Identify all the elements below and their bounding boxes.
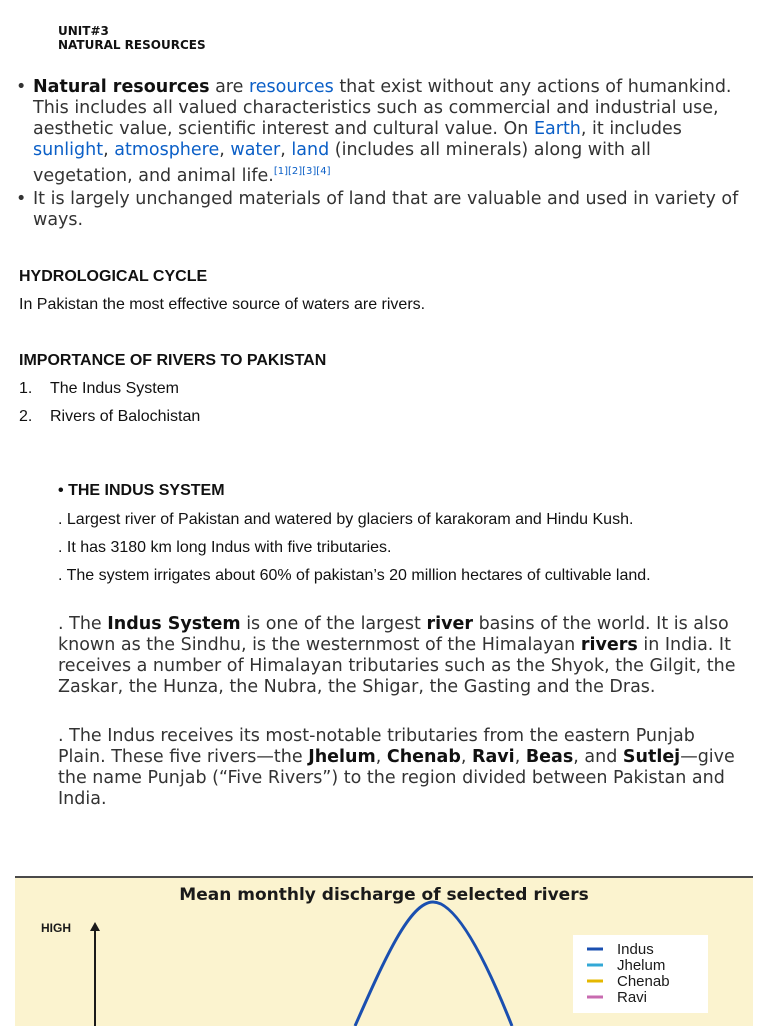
text-run: that exist without any actions of humankind. This includes all valued characteristics such as commercial and industrial use, aesthetic value, scientific interest and cultural value. On xyxy=(33,77,732,139)
indus-heading xyxy=(58,482,225,500)
series-indus-line xyxy=(355,902,512,1026)
bullet-marker: • xyxy=(16,189,27,209)
text-run: , xyxy=(103,140,115,160)
text-run: , xyxy=(460,747,472,767)
intro-paragraph-2: It is largely unchanged materials of land that are valuable and used in variety of ways. xyxy=(33,189,739,230)
hydro-heading: HYDROLOGICAL CYCLE xyxy=(19,268,208,285)
legend-label-ravi: Ravi xyxy=(617,989,648,1006)
discharge-chart-svg xyxy=(15,878,753,1026)
citation-links[interactable]: [1][2][3][4] xyxy=(273,166,331,177)
list-item xyxy=(19,408,201,426)
indus-heading-text: THE INDUS SYSTEM xyxy=(68,482,225,499)
legend-label-chenab: Chenab xyxy=(617,973,670,990)
link-land[interactable]: land xyxy=(291,140,330,160)
text-run: , xyxy=(219,140,231,160)
text-run: , xyxy=(514,747,526,767)
term-river: river xyxy=(426,614,474,634)
indus-point-4 xyxy=(58,614,748,698)
indus-point-5 xyxy=(58,726,748,810)
link-resources[interactable]: resources xyxy=(248,77,334,97)
term-jhelum: Jhelum xyxy=(308,747,376,767)
text-run: are xyxy=(209,77,249,97)
text-run: basins of the world. It is also known as the Sindhu, is the westernmost of the Himalayan xyxy=(58,614,729,655)
text-run: , it includes xyxy=(580,119,682,139)
term-natural-resources: Natural resources xyxy=(33,77,210,97)
unit-header xyxy=(58,24,206,52)
list-item xyxy=(19,380,179,398)
text-run: , and xyxy=(573,747,623,767)
list-text: The Indus System xyxy=(50,380,179,397)
text-run: —give the name Punjab (“Five Rivers”) to the region divided between Pakistan and India. xyxy=(58,747,735,809)
link-atmosphere[interactable]: atmosphere xyxy=(114,140,220,160)
importance-heading: IMPORTANCE OF RIVERS TO PAKISTAN xyxy=(19,352,327,369)
term-sutlej: Sutlej xyxy=(622,747,681,767)
text-run: is one of the largest xyxy=(240,614,427,634)
link-earth[interactable]: Earth xyxy=(533,119,581,139)
list-number: 1. xyxy=(19,380,33,397)
legend-label-indus: Indus xyxy=(617,941,654,958)
legend-label-jhelum: Jhelum xyxy=(617,957,666,974)
term-ravi: Ravi xyxy=(471,747,515,767)
list-number: 2. xyxy=(19,408,33,425)
term-rivers: rivers xyxy=(580,635,638,655)
indus-point-1: . Largest river of Pakistan and watered by glaciers of karakoram and Hindu Kush. xyxy=(58,511,634,528)
list-text: Rivers of Balochistan xyxy=(50,408,201,425)
intro-bullet-2 xyxy=(16,189,751,231)
y-axis-label: HIGH xyxy=(41,921,71,935)
intro-bullet-1 xyxy=(16,77,751,187)
text-run: , xyxy=(375,747,387,767)
text-run: (includes all minerals) along with all vegetation, and animal life. xyxy=(33,140,651,186)
hydro-text: In Pakistan the most effective source of waters are rivers. xyxy=(19,296,426,313)
chart-title: Mean monthly discharge of selected rivers xyxy=(179,885,589,905)
indus-point-2: . It has 3180 km long Indus with five tributaries. xyxy=(58,539,392,556)
term-beas: Beas xyxy=(525,747,574,767)
text-run: , xyxy=(280,140,292,160)
term-indus-system: Indus System xyxy=(107,614,241,634)
text-run: . The xyxy=(58,614,108,634)
text-run: . The Indus receives its most-notable tributaries from the eastern Punjab Plain. These five rivers—the xyxy=(58,726,695,767)
link-sunlight[interactable]: sunlight xyxy=(33,140,104,160)
discharge-chart xyxy=(15,876,753,1026)
intro-paragraph-1 xyxy=(33,77,751,187)
term-chenab: Chenab xyxy=(386,747,461,767)
link-water[interactable]: water xyxy=(230,140,281,160)
text-run: in India. It receives a number of Himalayan tributaries such as the Shyok, the Gilgit, the Zaskar, the Hunza, the Nubra, the Shigar, the Gasting and the Dras. xyxy=(58,635,736,697)
unit-number: UNIT#3 xyxy=(58,24,109,38)
bullet-marker: • xyxy=(58,482,64,499)
bullet-marker: • xyxy=(16,77,27,97)
unit-title: NATURAL RESOURCES xyxy=(58,38,206,52)
indus-point-3: . The system irrigates about 60% of pakistan’s 20 million hectares of cultivable land. xyxy=(58,567,651,584)
